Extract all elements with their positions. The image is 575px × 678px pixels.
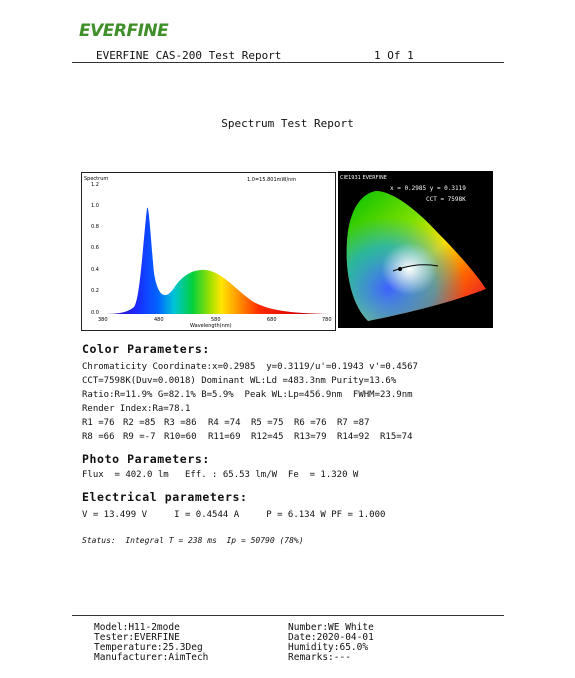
- electrical-parameters-heading: Electrical parameters:: [82, 490, 248, 504]
- header-page-number: 1 Of 1: [374, 49, 414, 62]
- footer-manufacturer: Manufacturer:AimTech: [94, 652, 209, 663]
- r-value: R4 =74: [208, 418, 241, 428]
- x-tick: 580: [211, 317, 221, 323]
- y-tick: 0.0: [91, 310, 99, 316]
- r-value: R7 =87: [337, 418, 370, 428]
- footer-rule: [72, 615, 504, 616]
- x-tick: 480: [154, 317, 164, 323]
- cie-label: CIE1931 EVERFINE: [340, 175, 387, 181]
- spectrum-chart: [81, 172, 336, 331]
- r-value: R1 =76: [82, 418, 115, 428]
- r-value: R2 =85: [123, 418, 156, 428]
- y-tick: 0.6: [91, 245, 99, 251]
- r-value: R6 =76: [294, 418, 327, 428]
- header-rule: [72, 62, 504, 63]
- x-tick: 680: [267, 317, 277, 323]
- r-value: R12=45: [251, 432, 284, 442]
- photo-parameters-heading: Photo Parameters:: [82, 452, 210, 466]
- cct-line: CCT=7598K(Duv=0.0018) Dominant WL:Ld =483.3nm Purity=13.6%: [82, 376, 397, 386]
- y-tick: 0.4: [91, 267, 99, 273]
- x-tick: 380: [98, 317, 108, 323]
- footer-temperature: Temperature:25.3Deg: [94, 642, 203, 653]
- footer-tester: Tester:EVERFINE: [94, 632, 180, 643]
- spectrum-scale-note: 1.0=15.801mW/nm: [247, 177, 297, 183]
- color-parameters-heading: Color Parameters:: [82, 342, 210, 356]
- cie-cct: CCT = 7598K: [426, 196, 466, 203]
- r-value: R15=74: [380, 432, 413, 442]
- everfine-logo: EVERFINE: [79, 21, 169, 41]
- footer-remarks: Remarks:---: [288, 652, 351, 663]
- y-tick: 0.8: [91, 224, 99, 230]
- spectrum-y-ticks: [91, 182, 99, 316]
- cie-coordinates: x = 0.2985 y = 0.3119: [390, 185, 466, 192]
- footer-date: Date:2020-04-01: [288, 632, 374, 643]
- ratio-line: Ratio:R=11.9% G=82.1% B=5.9% Peak WL:Lp=456.9nm FWHM=23.9nm: [82, 390, 413, 400]
- footer-model: Model:H11-2mode: [94, 622, 180, 633]
- r-value: R11=69: [208, 432, 241, 442]
- r-value: R14=92: [337, 432, 370, 442]
- r-value: R10=60: [164, 432, 197, 442]
- footer-humidity: Humidity:65.0%: [288, 642, 369, 653]
- r-value: R8 =66: [82, 432, 115, 442]
- y-tick: 0.2: [91, 288, 99, 294]
- x-tick: 780: [322, 317, 332, 323]
- y-tick: 1.2: [91, 182, 99, 188]
- r-value: R9 =-7: [123, 432, 156, 442]
- report-title: Spectrum Test Report: [221, 117, 354, 130]
- r-value: R13=79: [294, 432, 327, 442]
- spectrum-x-label: Wavelength(nm): [190, 323, 232, 329]
- photo-line: Flux = 402.0 lm Eff. : 65.53 lm/W Fe = 1.320 W: [82, 470, 359, 480]
- header-title: EVERFINE CAS-200 Test Report: [96, 49, 282, 62]
- render-index-line: Render Index:Ra=78.1: [82, 404, 191, 414]
- spectrum-curve: [102, 208, 327, 314]
- status-line: Status: Integral T = 238 ms Ip = 50790 (78%): [82, 536, 304, 545]
- footer-number: Number:WE White: [288, 622, 374, 633]
- y-tick: 1.0: [91, 203, 99, 209]
- cie-diagram: [338, 171, 493, 328]
- spectrum-label: Spectrum: [84, 176, 109, 182]
- r-value: R3 =86: [164, 418, 197, 428]
- electrical-line: V = 13.499 V I = 0.4544 A P = 6.134 W PF = 1.000: [82, 510, 386, 520]
- chromaticity-point: [398, 267, 402, 271]
- chromaticity-line: Chromaticity Coordinate:x=0.2985 y=0.3119/u'=0.1943 v'=0.4567: [82, 362, 418, 372]
- r-value: R5 =75: [251, 418, 284, 428]
